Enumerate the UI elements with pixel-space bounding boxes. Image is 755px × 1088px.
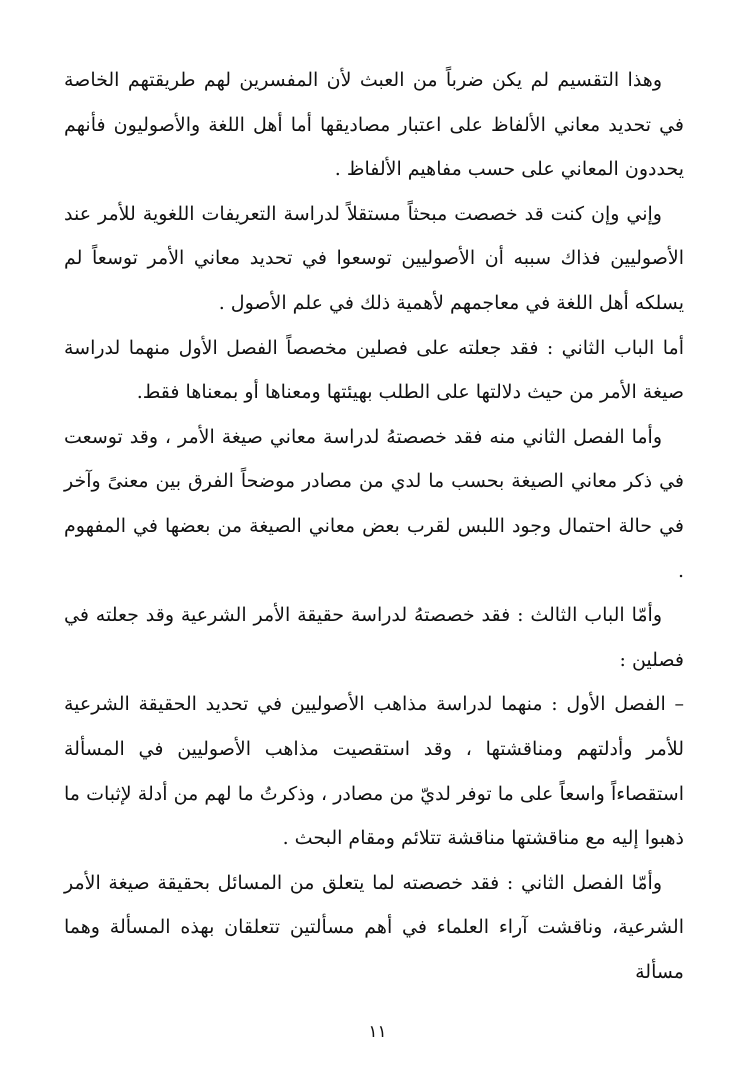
paragraph-linguistic-definitions: وإني وإن كنت قد خصصت مبحثاً مستقلاً لدراسة التعريفات اللغوية للأمر عند الأصوليين فذاك سببه أن الأصوليين توسعوا في تحديد معاني الأمر توسعاً لم يسلكه أهل اللغة في معاجمهم لأهمية ذلك في علم الأصول . xyxy=(64,202,684,314)
paragraph-first-chapter: – الفصل الأول : منهما لدراسة مذاهب الأصوليين في تحديد الحقيقة الشرعية للأمر وأدلتهم ومناقشتها ، وقد استقصيت مذاهب الأصوليين في المسألة استقصاءاً واسعاً على ما توفر لديّ من مصادر ، وذكرتُ ما لهم من أدلة لإثبات ما ذهبوا إليه مع مناقشتها مناقشة تتلائم ومقام البحث . xyxy=(64,693,684,850)
page-number: ١١ xyxy=(368,1022,387,1042)
paragraph-interpretation-methods: وهذا التقسيم لم يكن ضرباً من العبث لأن المفسرين لهم طريقتهم الخاصة في تحديد معاني الألفاظ على اعتبار مصاديقها أما أهل اللغة والأصوليون فأنهم يحددون المعاني على حسب مفاهيم الألفاظ . xyxy=(64,69,684,181)
paragraph-second-part: أما الباب الثاني : فقد جعلته على فصلين مخصصاً الفصل الأول منهما لدراسة صيغة الأمر من حيث دلالتها على الطلب بهيئتها ومعناها أو بمعناها فقط. xyxy=(64,336,684,404)
body-text xyxy=(64,58,684,994)
paragraph-third-part: وأمّا الباب الثالث : فقد خصصتهُ لدراسة حقيقة الأمر الشرعية وقد جعلته في فصلين : xyxy=(64,604,684,671)
paragraph-second-chapter: وأما الفصل الثاني منه فقد خصصتهُ لدراسة معاني صيغة الأمر ، وقد توسعت في ذكر معاني الصيغة بحسب ما لدي من مصادر موضحاً الفرق بين معنىً وآخر في حالة احتمال وجود اللبس لقرب بعض معاني الصيغة من بعضها في المفهوم . xyxy=(64,425,684,582)
paragraph-second-chapter-rulings: وأمّا الفصل الثاني : فقد خصصته لما يتعلق من المسائل بحقيقة صيغة الأمر الشرعية، وناقشت آراء العلماء في أهم مسألتين تتعلقان بهذه المسألة وهما مسألة xyxy=(64,871,684,983)
